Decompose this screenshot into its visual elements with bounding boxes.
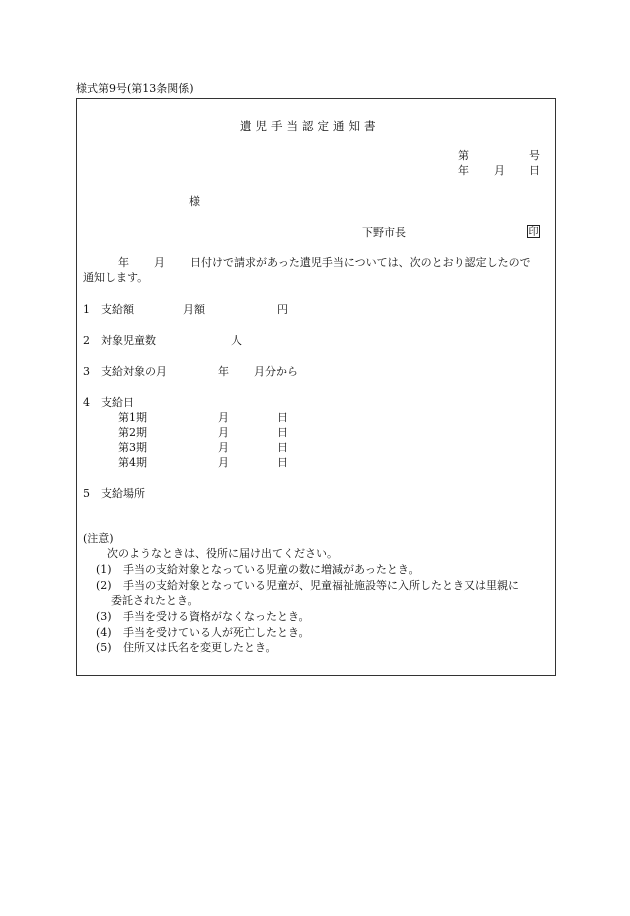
period2-name: 第2期 <box>118 426 147 439</box>
item3-label: 支給対象の月 <box>101 365 167 378</box>
item4-label: 支給日 <box>101 396 134 409</box>
item1-label: 支給額 <box>101 303 134 316</box>
period4-month: 月 <box>218 456 229 469</box>
date-month: 月 <box>494 164 505 177</box>
note2-number: (2) <box>96 579 112 592</box>
period3-month: 月 <box>218 441 229 454</box>
notice-number-dai: 第 <box>458 149 469 162</box>
body-month: 月 <box>154 256 165 269</box>
issuer-name: 下野市長 <box>362 226 406 239</box>
period4-day: 日 <box>277 456 288 469</box>
period1-day: 日 <box>277 411 288 424</box>
period1-month: 月 <box>218 411 229 424</box>
period4-name: 第4期 <box>118 456 147 469</box>
period2-day: 日 <box>277 426 288 439</box>
body-text-line2: 通知します。 <box>83 271 149 284</box>
body-year: 年 <box>118 256 129 269</box>
note2-text: 手当の支給対象となっている児童が、児童福祉施設等に入所したとき又は里親に <box>123 579 519 592</box>
period2-month: 月 <box>218 426 229 439</box>
notes-intro: 次のようなときは、役所に届け出てください。 <box>107 547 338 560</box>
item5-label: 支給場所 <box>101 487 145 500</box>
document-title: 遺児手当認定通知書 <box>240 119 380 133</box>
period3-day: 日 <box>277 441 288 454</box>
seal-mark: 印 <box>528 227 539 238</box>
recipient-honorific: 様 <box>189 195 200 208</box>
date-year: 年 <box>458 164 469 177</box>
note5-text: 住所又は氏名を変更したとき。 <box>123 641 277 654</box>
item3-number: 3 <box>83 365 90 378</box>
date-day: 日 <box>529 164 540 177</box>
note4-text: 手当を受けている人が死亡したとき。 <box>123 626 310 639</box>
form-number: 様式第9号(第13条関係) <box>76 82 194 95</box>
period1-name: 第1期 <box>118 411 147 424</box>
period3-name: 第3期 <box>118 441 147 454</box>
item2-number: 2 <box>83 334 90 347</box>
item3-year: 年 <box>218 365 229 378</box>
item4-number: 4 <box>83 396 90 409</box>
item2-label: 対象児童数 <box>101 334 156 347</box>
note3-number: (3) <box>96 610 112 623</box>
item1-monthly: 月額 <box>183 303 205 316</box>
body-text-line1: 日付けで請求があった遺児手当については、次のとおり認定したので <box>190 256 531 269</box>
note2-continuation: 委託されたとき。 <box>111 594 199 607</box>
item1-number: 1 <box>83 303 90 316</box>
notice-number-go: 号 <box>529 149 540 162</box>
note4-number: (4) <box>96 626 112 639</box>
note5-number: (5) <box>96 641 112 654</box>
item5-number: 5 <box>83 487 90 500</box>
note3-text: 手当を受ける資格がなくなったとき。 <box>123 610 310 623</box>
item1-unit: 円 <box>277 303 288 316</box>
note1-text: 手当の支給対象となっている児童の数に増減があったとき。 <box>123 563 420 576</box>
item2-unit: 人 <box>231 334 242 347</box>
item3-month-from: 月分から <box>254 365 298 378</box>
note1-number: (1) <box>96 563 112 576</box>
notes-heading: (注意) <box>83 532 114 545</box>
